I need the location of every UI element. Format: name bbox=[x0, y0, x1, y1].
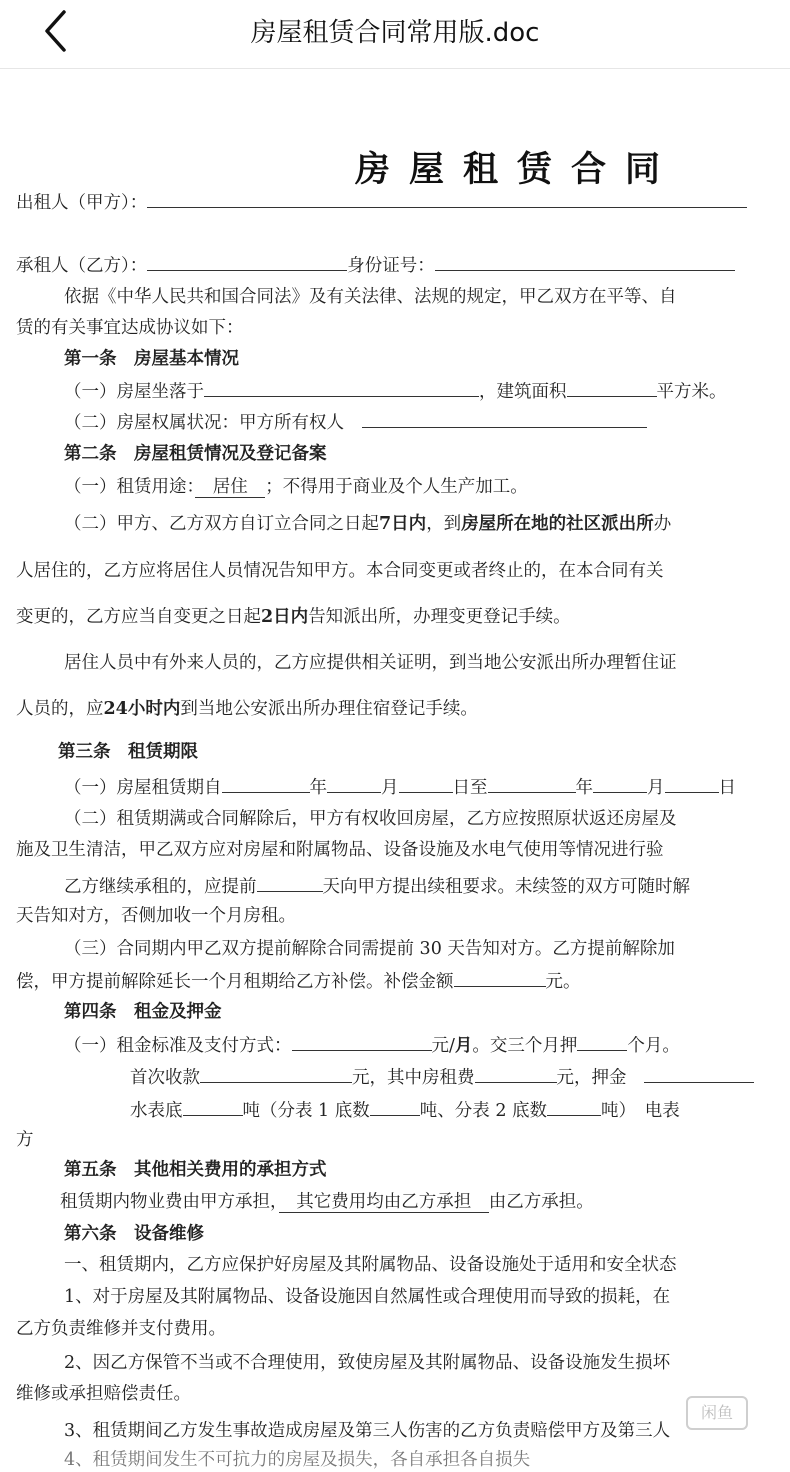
art3-3-text-b: 天向甲方提出续租要求。未续签的双方可随时解 bbox=[322, 877, 690, 897]
article-3-line-5 bbox=[16, 968, 581, 994]
lessor-line bbox=[16, 189, 747, 215]
article-4-line-2 bbox=[130, 1064, 754, 1090]
article-6-line-1: 一、租赁期内，乙方应保护好房屋及其附属物品、设备设施处于适用和安全状态 bbox=[64, 1255, 677, 1275]
art4-1-text-c: 月 bbox=[454, 1036, 473, 1056]
sub-meter-2-blank bbox=[547, 1097, 601, 1116]
article-6-title: 第六条 设备维修 bbox=[64, 1224, 204, 1244]
first-payment-blank bbox=[200, 1064, 352, 1083]
lessor-label: 出租人（甲方）： bbox=[16, 193, 148, 213]
art4-1-text-d: 。交三个月押 bbox=[472, 1036, 578, 1056]
article-2-line-6 bbox=[16, 697, 478, 721]
art1-1-text-b: ，建筑面积 bbox=[479, 382, 567, 402]
article-6-line-6: 3、租赁期间乙方发生事故造成房屋及第三人伤害的乙方负责赔偿甲方及第三人 bbox=[64, 1421, 671, 1441]
art5-1-text-a: 租赁期内物业费由甲方承担， bbox=[60, 1192, 279, 1212]
intro-line-1: 依据《中华人民共和国合同法》及有关法律、法规的规定，甲乙双方在平等、自 bbox=[64, 287, 677, 307]
watermark-logo: 闲鱼 bbox=[686, 1396, 748, 1430]
lessor-blank bbox=[147, 189, 747, 208]
art2-4-text-b: 2日内 bbox=[261, 607, 309, 627]
day-label: 日 bbox=[718, 778, 736, 798]
year-label: 年 bbox=[575, 778, 593, 798]
art1-2-text: （二）房屋权属状况：甲方所有权人 bbox=[64, 413, 344, 433]
deposit-months-blank bbox=[577, 1032, 627, 1051]
top-bar bbox=[0, 0, 790, 69]
art2-2-text-b: 7日内 bbox=[379, 514, 427, 534]
start-month-blank bbox=[327, 774, 381, 793]
art4-3-text-a: 水表底 bbox=[130, 1101, 183, 1121]
art3-3-text-a: 乙方继续承租的，应提前 bbox=[64, 877, 257, 897]
art4-2-text-a: 首次收款 bbox=[130, 1068, 200, 1088]
article-3-line-3 bbox=[64, 873, 690, 899]
art2-2-text-a: （二）甲方、乙方双方自订立合同之日起 bbox=[64, 514, 379, 534]
lessee-line bbox=[16, 252, 735, 278]
renew-days-blank bbox=[257, 873, 323, 892]
year-label: 年 bbox=[309, 778, 327, 798]
article-4-title: 第四条 租金及押金 bbox=[64, 1002, 222, 1022]
art4-3-text-b: 吨（分表 1 底数 bbox=[242, 1101, 370, 1121]
rent-fee-blank bbox=[475, 1064, 557, 1083]
article-5-line-1 bbox=[60, 1190, 594, 1214]
article-4-item-1 bbox=[64, 1032, 680, 1058]
month-label: 月 bbox=[381, 778, 399, 798]
art4-3-text-d: 吨） 电表 bbox=[601, 1101, 680, 1121]
document-view[interactable] bbox=[0, 68, 790, 1470]
article-2-line-4 bbox=[16, 605, 571, 629]
end-year-blank bbox=[488, 774, 576, 793]
art3-1-text-a: （一）房屋租赁期自 bbox=[64, 778, 222, 798]
id-blank bbox=[435, 252, 735, 271]
article-3-item-3: （三）合同期内甲乙双方提前解除合同需提前 30 天告知对方。乙方提前解除加 bbox=[64, 939, 675, 959]
art4-3-text-c: 吨、分表 2 底数 bbox=[419, 1101, 548, 1121]
water-meter-blank bbox=[183, 1097, 243, 1116]
article-6-line-4: 2、因乙方保管不当或不合理使用，致使房屋及其附属物品、设备设施发生损坏 bbox=[64, 1353, 671, 1373]
end-month-blank bbox=[593, 774, 647, 793]
lessee-label: 承租人（乙方）： bbox=[16, 256, 148, 276]
art4-1-text-b: 元/ bbox=[431, 1036, 455, 1056]
month-label: 月 bbox=[647, 778, 665, 798]
art2-2-text-d: 房屋所在地的社区派出所 bbox=[461, 514, 654, 534]
art3-4-text-c: 元。 bbox=[545, 972, 581, 992]
area-blank bbox=[567, 378, 657, 397]
article-1-item-1 bbox=[64, 378, 727, 404]
art4-1-text-a: （一）租金标准及支付方式： bbox=[64, 1036, 292, 1056]
article-6-line-3: 乙方负责维修并支付费用。 bbox=[16, 1319, 226, 1339]
art1-1-text-a: （一）房屋坐落于 bbox=[64, 382, 204, 402]
article-3-item-1 bbox=[64, 774, 736, 800]
id-label: 身份证号： bbox=[347, 256, 435, 276]
art4-2-text-b: 元，其中房租费 bbox=[352, 1068, 475, 1088]
start-day-blank bbox=[399, 774, 453, 793]
article-6-line-7: 4、租赁期间发生不可抗力的房屋及损失，各自承担各自损失 bbox=[64, 1450, 531, 1470]
art5-1-text-b: 由乙方承担。 bbox=[488, 1192, 594, 1212]
compensation-blank bbox=[454, 968, 546, 987]
art2-6-text-a: 人员的，应 bbox=[16, 699, 104, 719]
rent-blank bbox=[292, 1032, 432, 1051]
art2-1-text-b: ；不得用于商业及个人生产加工。 bbox=[265, 477, 528, 497]
lessee-blank bbox=[147, 252, 347, 271]
article-2-item-1 bbox=[64, 475, 528, 499]
art1-1-text-c: 平方米。 bbox=[656, 382, 727, 402]
art2-1-text-a: （一）租赁用途： bbox=[64, 477, 196, 497]
sub-meter-1-blank bbox=[370, 1097, 420, 1116]
article-6-line-2: 1、对于房屋及其附属物品、设备设施因自然属性或合理使用而导致的损耗，在 bbox=[64, 1287, 671, 1307]
art2-6-text-c: 到当地公安派出所办理住宿登记手续。 bbox=[180, 699, 478, 719]
art3-4-text-b: 偿，甲方提前解除延长一个月租期给乙方补偿。补偿金额 bbox=[16, 972, 454, 992]
location-blank bbox=[204, 378, 479, 397]
other-fees-value: 其它费用均由乙方承担 bbox=[278, 1192, 489, 1212]
art2-6-text-b: 24小时内 bbox=[103, 699, 181, 719]
intro-line-2: 赁的有关事宜达成协议如下： bbox=[16, 318, 244, 338]
article-4-line-3 bbox=[130, 1097, 680, 1123]
article-6-line-5: 维修或承担赔偿责任。 bbox=[16, 1384, 191, 1404]
article-2-line-5: 居住人员中有外来人员的，乙方应提供相关证明，到当地公安派出所办理暂住证 bbox=[64, 653, 677, 673]
article-2-title: 第二条 房屋租赁情况及登记备案 bbox=[64, 444, 327, 464]
file-title: 房屋租赁合同常用版.doc bbox=[250, 18, 540, 48]
start-year-blank bbox=[222, 774, 310, 793]
article-2-line-3: 人居住的，乙方应将居住人员情况告知甲方。本合同变更或者终止的，在本合同有关 bbox=[16, 561, 664, 581]
article-1-item-2 bbox=[64, 409, 647, 435]
article-3-line-2b: 施及卫生清洁，甲乙双方应对房屋和附属物品、设备设施及水电气使用等情况进行验 bbox=[16, 840, 664, 860]
usage-value: 居住 bbox=[195, 477, 266, 497]
art2-4-text-c: 告知派出所，办理变更登记手续。 bbox=[308, 607, 571, 627]
art2-2-text-c: ，到 bbox=[426, 514, 462, 534]
art2-2-text-e: 办 bbox=[653, 514, 672, 534]
art2-4-text-a: 变更的，乙方应当自变更之日起 bbox=[16, 607, 261, 627]
end-day-blank bbox=[665, 774, 719, 793]
article-3-line-4: 天告知对方，否侧加收一个月房租。 bbox=[16, 906, 296, 926]
art4-2-text-c: 元，押金 bbox=[556, 1068, 627, 1088]
article-1-title: 第一条 房屋基本情况 bbox=[64, 349, 239, 369]
document-title: 房屋租赁合同 bbox=[355, 149, 680, 190]
article-2-item-2 bbox=[64, 512, 671, 536]
article-4-line-4: 方 bbox=[16, 1130, 34, 1150]
deposit-blank bbox=[644, 1064, 754, 1083]
day-to-label: 日至 bbox=[452, 778, 488, 798]
article-5-title: 第五条 其他相关费用的承担方式 bbox=[64, 1160, 327, 1180]
art4-1-text-e: 个月。 bbox=[627, 1036, 680, 1056]
article-3-item-2: （二）租赁期满或合同解除后，甲方有权收回房屋，乙方应按照原状返还房屋及 bbox=[64, 809, 677, 829]
owner-blank bbox=[362, 409, 647, 428]
article-3-title: 第三条 租赁期限 bbox=[58, 742, 198, 762]
